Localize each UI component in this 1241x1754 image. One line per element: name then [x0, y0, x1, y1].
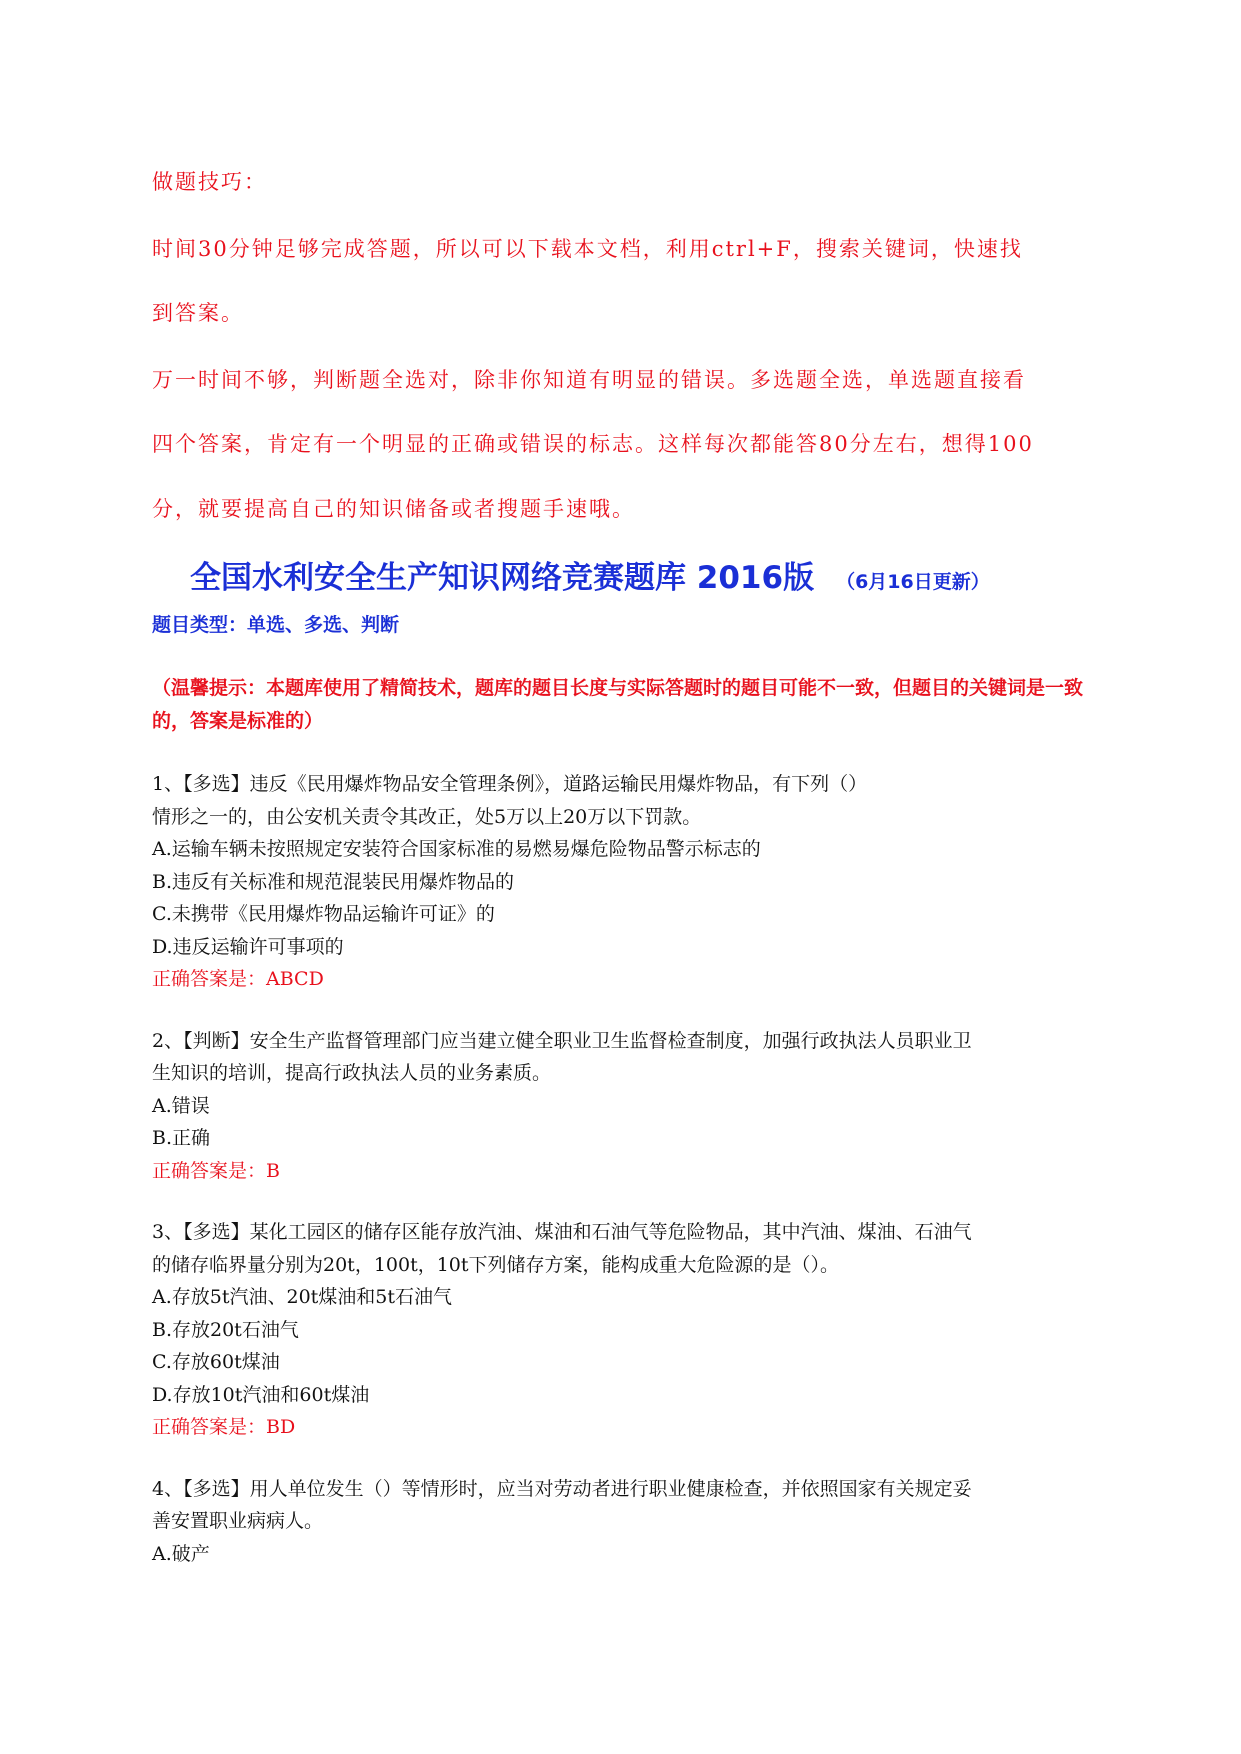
question-option: B.正确 — [152, 1127, 211, 1149]
question-option: C.未携带《民用爆炸物品运输许可证》的 — [152, 903, 495, 925]
question-stem: 3、【多选】某化工园区的储存区能存放汽油、煤油和石油气等危险物品，其中汽油、煤油、石油气 — [152, 1221, 972, 1243]
question-stem: 的储存临界量分别为20t，100t，10t下列储存方案，能构成重大危险源的是（）。 — [152, 1253, 840, 1276]
question-item — [152, 1025, 1092, 1188]
question-option: A.存放5t汽油、20t煤油和5t石油气 — [152, 1286, 453, 1308]
tips-line: 分，就要提高自己的知识储备或者搜题手速哦。 — [152, 497, 635, 521]
question-option: B.违反有关标准和规范混装民用爆炸物品的 — [152, 870, 515, 893]
question-option: A.错误 — [152, 1094, 210, 1117]
question-option: D.存放10t汽油和60t煤油 — [152, 1383, 370, 1406]
question-option: B.存放20t石油气 — [152, 1318, 299, 1341]
correct-answer: 正确答案是：ABCD — [152, 968, 324, 990]
tips-line: 万一时间不够，判断题全选对，除非你知道有明显的错误。多选题全选，单选题直接看 — [152, 368, 1026, 392]
question-stem: 4、【多选】用人单位发生（）等情形时，应当对劳动者进行职业健康检查，并依照国家有关规定妥 — [152, 1477, 972, 1500]
question-list — [152, 768, 1092, 1599]
question-types: 题目类型：单选、多选、判断 — [152, 614, 400, 636]
question-item — [152, 1216, 1092, 1444]
correct-answer: 正确答案是：B — [152, 1159, 280, 1182]
correct-answer: 正确答案是：BD — [152, 1416, 296, 1438]
question-stem: 2、【判断】安全生产监督管理部门应当建立健全职业卫生监督检查制度，加强行政执法人员职业卫 — [152, 1029, 972, 1052]
question-stem: 情形之一的，由公安机关责令其改正，处5万以上20万以下罚款。 — [152, 805, 702, 828]
question-stem: 善安置职业病病人。 — [152, 1510, 324, 1532]
question-stem: 生知识的培训，提高行政执法人员的业务素质。 — [152, 1062, 552, 1084]
title-subtitle: （6月16日更新） — [836, 571, 990, 593]
tips-heading: 做题技巧： — [152, 170, 267, 194]
question-option: A.破产 — [152, 1542, 210, 1565]
question-option: A.运输车辆未按照规定安装符合国家标准的易燃易爆危险物品警示标志的 — [152, 838, 761, 860]
question-item — [152, 768, 1092, 996]
question-item — [152, 1473, 1092, 1571]
question-option: D.违反运输许可事项的 — [152, 935, 344, 958]
tips-line: 四个答案，肯定有一个明显的正确或错误的标志。这样每次都能答80分左右，想得100 — [152, 432, 1034, 456]
question-stem: 1、【多选】违反《民用爆炸物品安全管理条例》，道路运输民用爆炸物品，有下列（） — [152, 773, 868, 795]
tips-line: 到答案。 — [152, 301, 244, 325]
notice: （温馨提示：本题库使用了精简技术，题库的题目长度与实际答题时的题目可能不一致，但题目的关键词是一致的，答案是标准的） — [152, 677, 1084, 732]
question-option: C.存放60t煤油 — [152, 1351, 280, 1373]
page-title — [190, 552, 990, 597]
tips-line: 时间30分钟足够完成答题，所以可以下载本文档，利用ctrl+F，搜索关键词，快速找 — [152, 237, 1023, 261]
title-main: 全国水利安全生产知识网络竞赛题库 2016版 — [190, 560, 815, 596]
